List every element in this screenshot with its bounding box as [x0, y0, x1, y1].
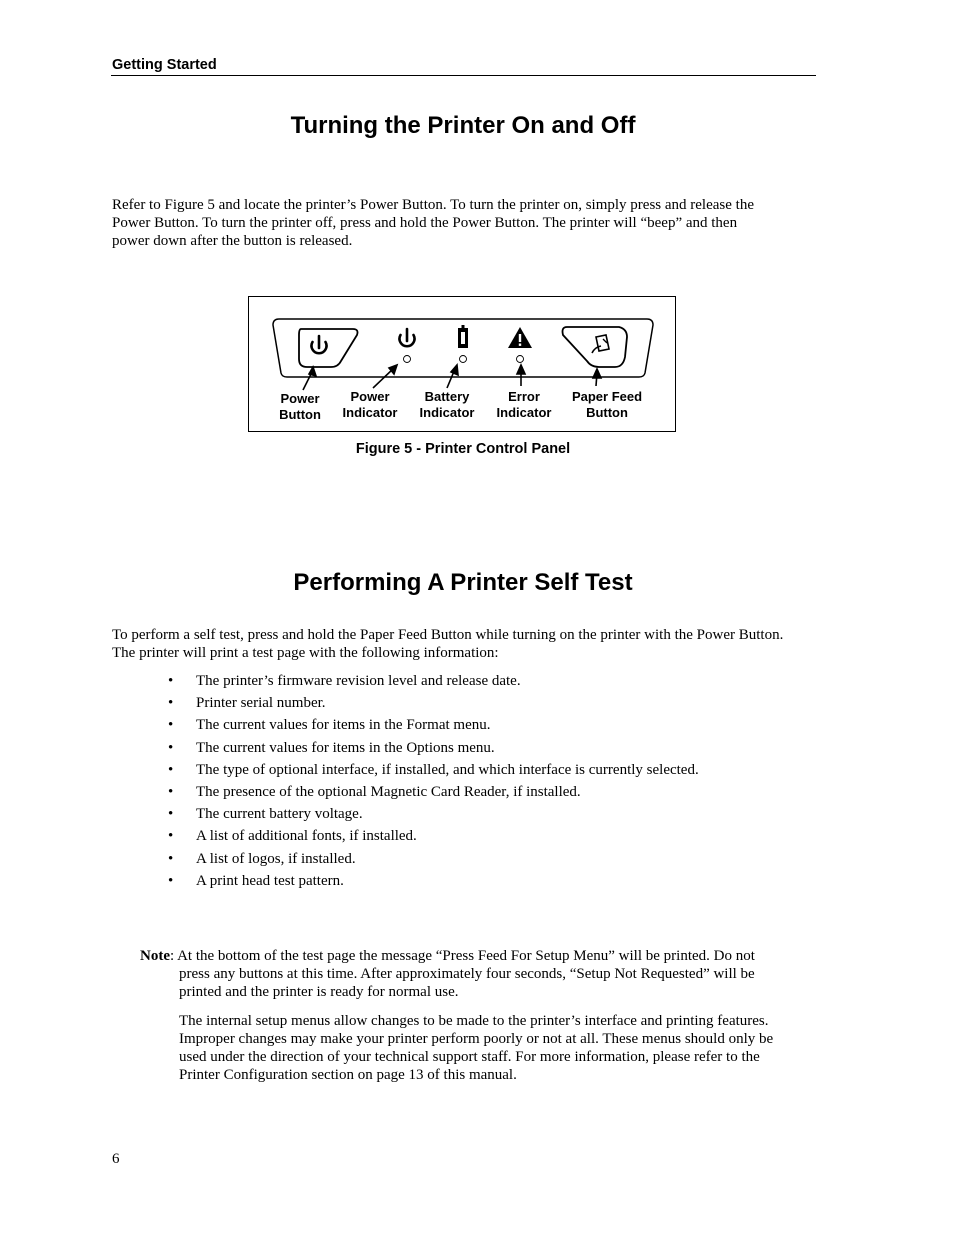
error-warning-icon — [508, 327, 532, 363]
label-paper-feed-button: Paper Feed Button — [571, 389, 643, 420]
power-indicator-icon — [400, 329, 415, 363]
header-rule — [111, 75, 816, 76]
paragraph-line: Refer to Figure 5 and locate the printer’s Power Button. To turn the printer on, simply press and release the — [112, 197, 754, 213]
bullet-glyph: • — [168, 828, 174, 845]
list-item: • The current values for items in the Options menu. — [168, 739, 495, 756]
note-line: press any buttons at this time. After approximately four seconds, “Setup Not Requested” will be — [179, 966, 755, 982]
list-item: • A list of logos, if installed. — [168, 850, 356, 867]
bullet-glyph: • — [168, 783, 174, 800]
bullet-glyph: • — [168, 806, 174, 823]
self-test-paragraph — [112, 626, 822, 662]
paragraph-line: Improper changes may make your printer perform poorly or not at all. These menus should only be — [179, 1031, 774, 1047]
list-item: • The current battery voltage. — [168, 806, 363, 823]
power-instructions-paragraph — [112, 196, 822, 250]
power-button-shape — [299, 329, 358, 367]
bullet-glyph: • — [168, 761, 174, 778]
label-error-indicator: Error Indicator — [496, 389, 552, 420]
paragraph-line: The printer will print a test page with the following information: — [112, 645, 499, 661]
list-item: • The type of optional interface, if installed, and which interface is currently selected. — [168, 761, 699, 778]
running-header: Getting Started — [112, 57, 217, 73]
battery-icon — [458, 325, 468, 363]
section-title-power: Turning the Printer On and Off — [290, 112, 636, 139]
list-item: • The presence of the optional Magnetic Card Reader, if installed. — [168, 783, 581, 800]
paper-feed-button-shape — [563, 327, 628, 367]
paragraph-line: Printer Configuration section on page 13 of this manual. — [179, 1067, 517, 1083]
paragraph-line: The internal setup menus allow changes to be made to the printer’s interface and printing features. — [179, 1013, 769, 1029]
control-panel-figure — [248, 296, 676, 432]
list-item: • The printer’s firmware revision level and release date. — [168, 673, 521, 689]
paragraph-line: Power Button. To turn the printer off, press and hold the Power Button. The printer will “beep” and then — [112, 215, 738, 231]
label-battery-indicator: Battery Indicator — [419, 389, 475, 420]
bullet-glyph: • — [168, 695, 174, 712]
list-item: • The current values for items in the Format menu. — [168, 717, 491, 734]
section-title-self-test: Performing A Printer Self Test — [293, 569, 633, 596]
bullet-glyph: • — [168, 717, 174, 734]
bullet-glyph: • — [168, 872, 174, 889]
setup-menu-paragraph — [179, 1012, 824, 1084]
bullet-glyph: • — [168, 850, 174, 867]
paragraph-line: used under the direction of your technical support staff. For more information, please refer to the — [179, 1049, 760, 1065]
list-item: • Printer serial number. — [168, 695, 326, 712]
paragraph-line: To perform a self test, press and hold the Paper Feed Button while turning on the printer with the Power Button. — [112, 627, 784, 643]
list-item: • A print head test pattern. — [168, 872, 344, 889]
figure-caption: Figure 5 - Printer Control Panel — [355, 441, 571, 457]
bullet-glyph: • — [168, 739, 174, 756]
note-first-line: : At the bottom of the test page the message “Press Feed For Setup Menu” will be printed. Do not — [170, 948, 755, 964]
paragraph-line: power down after the button is released. — [112, 233, 353, 249]
note-label: Note — [140, 948, 170, 964]
bullet-glyph: • — [168, 673, 174, 689]
label-power-indicator: Power Indicator — [342, 389, 398, 420]
label-power-button: Power Button — [279, 391, 321, 422]
page-number: 6 — [112, 1151, 120, 1167]
list-item: • A list of additional fonts, if installed. — [168, 828, 417, 845]
self-test-bullet-list — [168, 671, 699, 893]
note-line: printed and the printer is ready for normal use. — [179, 984, 459, 1000]
note-block — [140, 947, 820, 1001]
